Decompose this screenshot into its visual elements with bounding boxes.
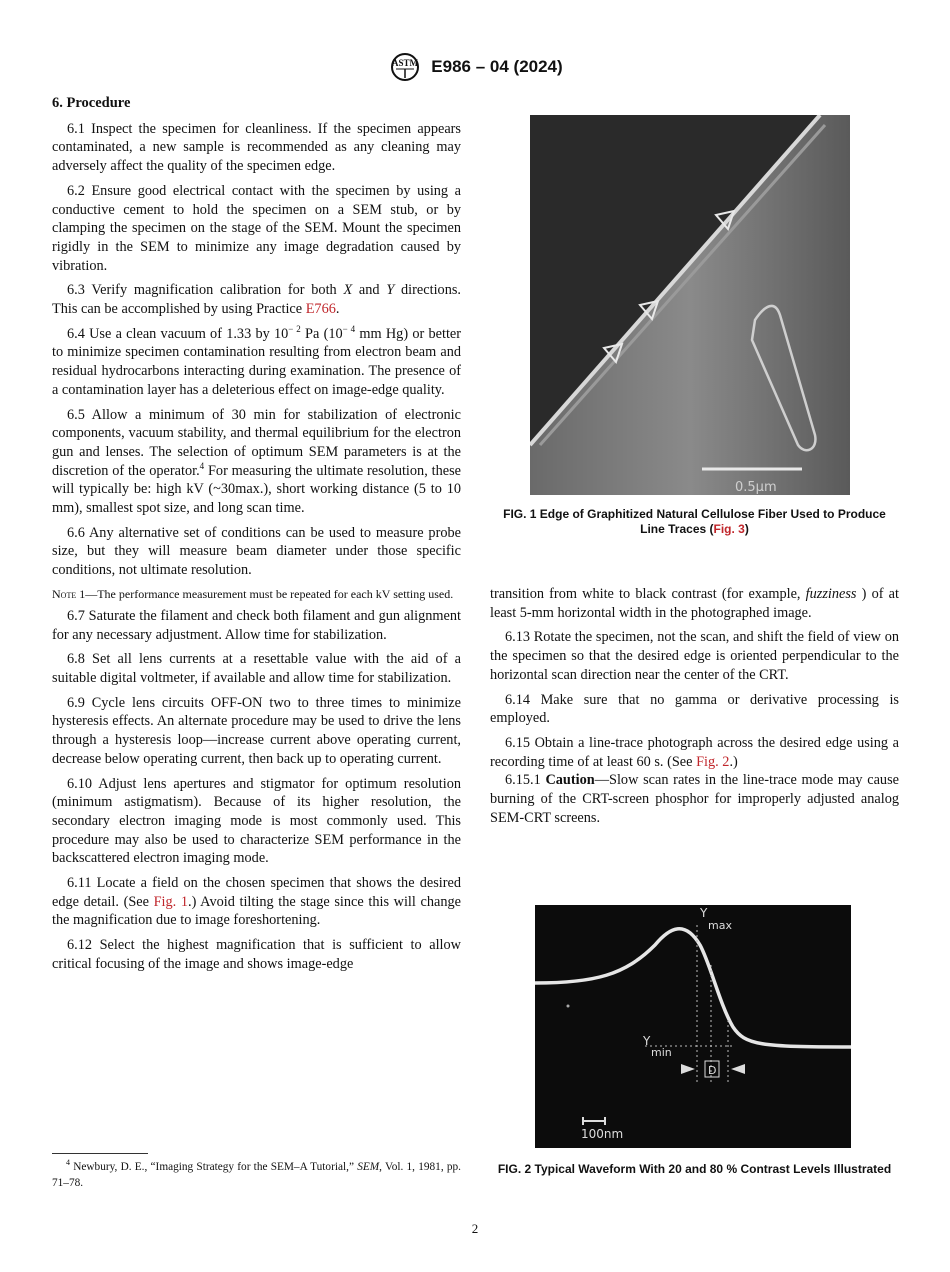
fig2-ymin-label: Y: [643, 1034, 651, 1048]
figure-2-caption: FIG. 2 Typical Waveform With 20 and 80 % Contrast Levels Illustrated: [497, 1162, 892, 1176]
paragraph-6-13: 6.13 Rotate the specimen, not the scan, and shift the field of view on the specimen so that the desired edge is oriented perpendicular to the horizontal scan direction near the center of the CRT.: [490, 629, 899, 683]
paragraph-6-3: 6.3 Verify magnification calibration for both X and Y directions. This can be accomplished by using Practice E766.: [52, 282, 461, 318]
figure-2-waveform: [535, 905, 851, 1148]
paragraph-6-2: 6.2 Ensure good electrical contact with the specimen by using a conductive cement to hold the specimen on a SEM stub, or by clamping the specimen on the stage of the SEM. Mount the specimen rigidly in the SEM to minimize any image degradation caused by vibration.: [52, 182, 461, 274]
fig2-scale-label: 100nm: [581, 1127, 624, 1141]
section-title: 6. Procedure: [52, 95, 131, 111]
astm-logo-icon: [387, 52, 423, 82]
footnote-ref-4[interactable]: 4: [199, 460, 205, 471]
paragraph-6-15-1: 6.15.1 Caution—Slow scan rates in the line-trace mode may cause burning of the CRT-screen phosphor for improperly adjusted analog SEM-CRT screens.: [490, 772, 899, 826]
standard-designation: E986 – 04 (2024): [431, 57, 563, 76]
paragraph-6-4: 6.4 Use a clean vacuum of 1.33 by $10^{- 2}$ Pa ($10^{- 4}$ mm Hg) or better to minimize specimen contamination resulting from electron beam and residual hydrocarbons interacting during examination. The presence of a contamination layer has a deleterious effect on image-edge quality.: [52, 323, 462, 398]
paragraph-6-6: 6.6 Any alternative set of conditions can be used to measure probe size, but they will measure beam diameter under those specific conditions, not ultimate resolution.: [52, 524, 461, 579]
note-1: Note 1—The performance measurement must be repeated for each kV setting used.: [52, 586, 454, 601]
footnote-divider: [52, 1153, 148, 1154]
paragraph-6-1: 6.1 Inspect the specimen for cleanliness. If the specimen appears contaminated, a new sample is recommended as any cleaning may adversely affect the quality of the specimen edge.: [52, 120, 461, 175]
footnote-4: $^4$ Newbury, D. E., “Imaging Strategy for the SEM–A Tutorial,” SEM, Vol. 1, 1981, pp. 71–78.: [52, 1158, 461, 1189]
paragraph-6-10: 6.10 Adjust lens apertures and stigmator for optimum resolution (minimum astigmatism). Because of its higher resolution, the secondary electron imaging mode is most commonly used. This procedure may also be used to characterize SEM performance in the backscattered electron imaging mode.: [52, 775, 461, 867]
paragraph-6-15: 6.15 Obtain a line-trace photograph across the desired edge using a recording time of at least 60 s. (See Fig. 2.): [490, 734, 899, 770]
fig1-scale-label: 0.5µm: [735, 480, 777, 495]
fig2-ymin-subscript: min: [651, 1046, 672, 1059]
fig2-ymax-subscript: max: [708, 919, 732, 932]
paragraph-6-14: 6.14 Make sure that no gamma or derivative processing is employed.: [490, 691, 899, 727]
paragraph-6-9: 6.9 Cycle lens circuits OFF-ON two to three times to minimize hysteresis effects. An alternate procedure may be used to drive the lens through a hysteresis loop—increase current above operating current, decrease below operating current, then back up to operating current.: [52, 694, 461, 767]
link-fig-3[interactable]: Fig. 3: [713, 522, 745, 536]
left-column: [52, 94, 461, 980]
figure-1-caption: FIG. 1 Edge of Graphitized Natural Cellulose Fiber Used to Produce Line Traces (Fig. 3): [503, 507, 886, 536]
paragraph-6-11: 6.11 Locate a field on the chosen specimen that shows the desired edge detail. (See Fig. 1.) Avoid tilting the stage since this will change the magnification due to image foreshortening.: [52, 875, 461, 929]
paragraph-6-8: 6.8 Set all lens currents at a resettable value with the aid of a suitable digital voltmeter, if available and allow time for stabilization.: [52, 651, 461, 686]
right-column: [490, 585, 899, 833]
link-fig-2[interactable]: Fig. 2: [696, 753, 730, 770]
link-fig-1[interactable]: Fig. 1: [153, 893, 189, 910]
svg-text:ASTM: ASTM: [392, 58, 419, 68]
page-header: [0, 52, 950, 87]
figure-1-micrograph: [530, 115, 850, 495]
paragraph-6-12: 6.12 Select the highest magnification that is sufficient to allow critical focusing of the image and shows image-edge: [52, 937, 461, 972]
fig2-d-label: D: [708, 1064, 717, 1077]
fig2-ymax-label: Y: [700, 906, 708, 920]
page-number: 2: [471, 1221, 479, 1236]
paragraph-6-7: 6.7 Saturate the filament and check both filament and gun alignment for any necessary adjustment. Allow time for stabilization.: [52, 607, 461, 643]
paragraph-6-12-continued: transition from white to black contrast (for example, fuzziness ) of at least 5-mm horizontal width in the photographed image.: [490, 586, 899, 621]
link-e766[interactable]: E766: [305, 301, 336, 318]
paragraph-6-5: 6.5 Allow a minimum of 30 min for stabilization of electronic components, vacuum stability, and thermal equilibrium for the electron gun and lenses. The selection of optimum SEM parameters is at the discretion of the operator.$^4$ For measuring the ultimate resolution, these will typically be: high kV (~30max.), short working distance (5 to 10 mm), smallest spot size, and long scan time.: [52, 406, 461, 517]
